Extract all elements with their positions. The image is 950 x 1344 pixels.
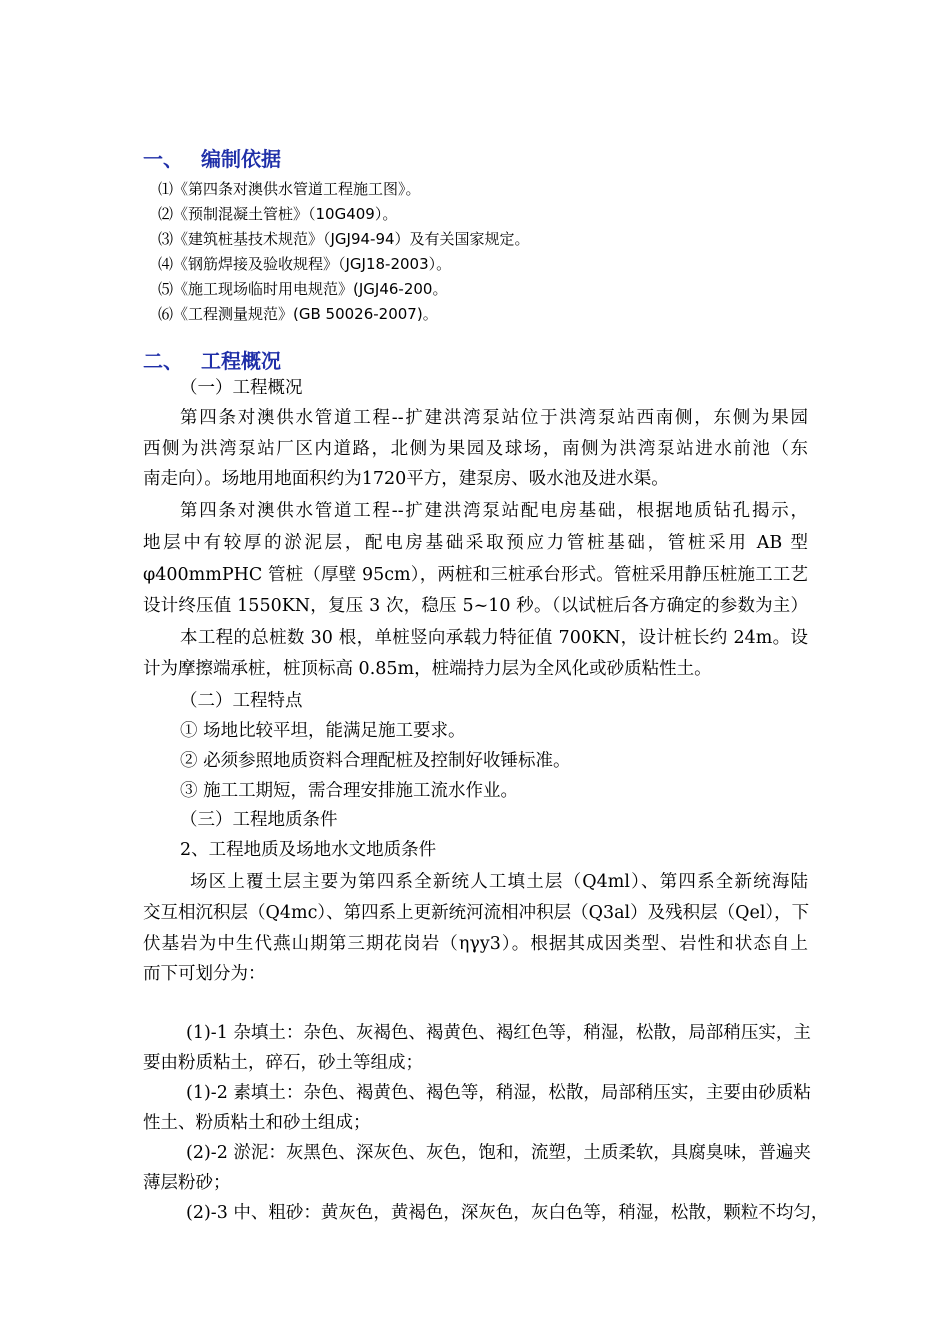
paragraph-line: φ400mmPHC 管桩（厚壁 95cm），两桩和三桩承台形式。管桩采用静压桩施工工艺 [143,565,808,585]
subsection-heading: （一）工程概况 [180,378,303,398]
paragraph-line: 西侧为洪湾泵站厂区内道路，北侧为果园及球场，南侧为洪湾泵站进水前池（东 [143,439,808,459]
paragraph-line: 交互相沉积层（Q4mc）、第四系上更新统河流相冲积层（Q3al）及残积层（Qel），下 [143,903,810,923]
section-title: 工程概况 [201,349,281,373]
section-heading-basis [143,143,281,172]
reference-item: ⑶《建筑桩基技术规范》（JGJ94-94）及有关国家规定。 [158,230,530,248]
paragraph-line: 而下可划分为： [143,964,266,984]
paragraph-line: 薄层粉砂； [143,1173,231,1193]
reference-item: ⑴《第四条对澳供水管道工程施工图》。 [158,180,421,198]
paragraph-line: 地层中有较厚的淤泥层，配电房基础采取预应力管桩基础，管桩采用 AB 型 [143,533,808,553]
list-item: ② 必须参照地质资料合理配桩及控制好收锤标准。 [180,751,571,771]
reference-item: ⑵《预制混凝土管桩》（10G409）。 [158,205,398,223]
section-heading-overview [143,345,281,374]
subsection-heading: （二）工程特点 [180,691,303,711]
paragraph-line: 性土、粉质粘土和砂土组成； [143,1113,371,1133]
list-item: ① 场地比较平坦，能满足施工要求。 [180,721,466,741]
paragraph-line: 第四条对澳供水管道工程--扩建洪湾泵站配电房基础，根据地质钻孔揭示， [180,501,808,521]
reference-item: ⑷《钢筋焊接及验收规程》（JGJ18-2003）。 [158,255,452,273]
paragraph-line: 本工程的总桩数 30 根，单桩竖向承载力特征值 700KN，设计桩长约 24m。设 [180,628,808,648]
paragraph-line: 伏基岩为中生代燕山期第三期花岗岩（ηγy3）。根据其成因类型、岩性和状态自上 [143,934,808,954]
paragraph-line: 设计终压值 1550KN，复压 3 次，稳压 5~10 秒。（以试桩后各方确定的参数为主） [143,596,808,616]
section-title: 编制依据 [201,147,281,171]
subsection-heading: （三）工程地质条件 [180,810,338,830]
paragraph-line: 计为摩擦端承桩，桩顶标高 0.85m，桩端持力层为全风化或砂质粘性土。 [143,659,712,679]
subsection-heading: 2、工程地质及场地水文地质条件 [180,840,437,860]
paragraph-line: 南走向）。场地用地面积约为1720平方，建泵房、吸水池及进水渠。 [143,469,669,489]
reference-item: ⑹《工程测量规范》(GB 50026-2007)。 [158,305,438,323]
paragraph-line: (2)-2 淤泥：灰黑色、深灰色、灰色，饱和，流塑，土质柔软，具腐臭味，普遍夹 [186,1143,811,1163]
paragraph-line: (2)-3 中、粗砂：黄灰色，黄褐色，深灰色，灰白色等，稍湿，松散，颗粒不均匀， [186,1203,829,1223]
paragraph-line: 场区上覆土层主要为第四系全新统人工填土层（Q4ml）、第四系全新统海陆 [190,872,808,892]
paragraph-line: 第四条对澳供水管道工程--扩建洪湾泵站位于洪湾泵站西南侧，东侧为果园 [180,408,808,428]
reference-item: ⑸《施工现场临时用电规范》(JGJ46-200。 [158,280,448,298]
section-number: 二、 [143,349,183,373]
paragraph-line: (1)-1 杂填土：杂色、灰褐色、褐黄色、褐红色等，稍湿，松散，局部稍压实，主 [186,1023,811,1043]
section-number: 一、 [143,147,183,171]
paragraph-line: (1)-2 素填土：杂色、褐黄色、褐色等，稍湿，松散，局部稍压实，主要由砂质粘 [186,1083,811,1103]
paragraph-line: 要由粉质粘土，碎石，砂土等组成； [143,1053,423,1073]
list-item: ③ 施工工期短，需合理安排施工流水作业。 [180,781,519,801]
